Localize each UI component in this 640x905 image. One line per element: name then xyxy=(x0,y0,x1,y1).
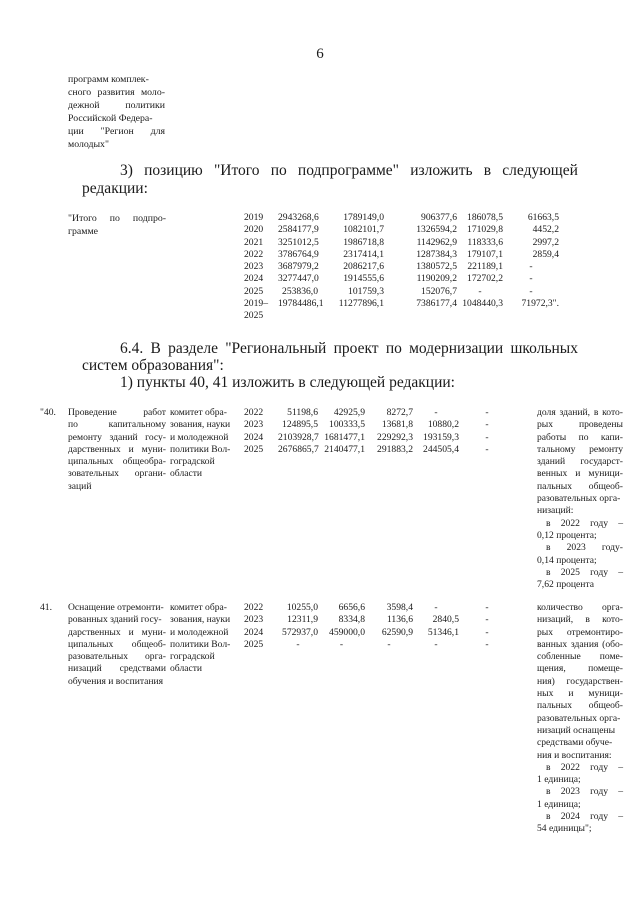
itogo-label-line: грамме xyxy=(68,226,99,237)
indicator-line: ванных здания (обо- xyxy=(537,638,623,650)
value-cell: 7386177,4 xyxy=(416,298,457,310)
year-cell: 2025 xyxy=(244,443,264,455)
word: модернизации xyxy=(409,340,504,357)
value-cell: - xyxy=(339,638,344,650)
name-line: Проведение работ xyxy=(68,407,166,418)
item-41-number: 41. xyxy=(40,602,52,613)
value-row xyxy=(244,627,515,639)
indicator-line: в 2025 году – xyxy=(546,566,623,578)
value-cell: 10880,2 xyxy=(427,419,459,431)
indicator-line: 0,12 процента; xyxy=(537,529,597,541)
itogo-table xyxy=(244,212,559,323)
name-line: рованных зданий госу- xyxy=(68,614,162,626)
year-cell: 2025 xyxy=(244,310,264,322)
executor-line: и молодежной xyxy=(170,626,229,638)
value-cell: 101759,3 xyxy=(348,285,384,297)
value-cell: 172702,2 xyxy=(467,273,503,285)
name-line: ремонту зданий госу- xyxy=(68,431,166,443)
indicator-line: работы по капи- xyxy=(537,431,623,443)
value-cell: - xyxy=(485,443,489,455)
value-cell: - xyxy=(434,638,438,650)
itogo-total-row xyxy=(244,298,559,310)
value-row xyxy=(244,407,515,419)
value-cell: 6656,6 xyxy=(338,602,365,613)
paragraph-3-line2: редакции: xyxy=(82,180,148,197)
itogo-label xyxy=(68,212,166,238)
word: "Региональный xyxy=(225,340,327,357)
executor-line: зования, науки xyxy=(170,419,231,431)
indicator-line: в 2022 году – xyxy=(546,517,623,529)
continuation-line: ции "Регион для xyxy=(68,126,165,137)
year-cell: 2023 xyxy=(244,419,264,431)
value-cell: - xyxy=(485,638,489,650)
value-cell: 1326594,2 xyxy=(416,224,457,236)
item-40-values xyxy=(244,407,515,456)
word: подпрограмме" xyxy=(297,162,400,179)
value-cell: - xyxy=(485,614,489,626)
value-cell: 11277896,1 xyxy=(338,298,384,310)
value-cell: - xyxy=(485,626,489,638)
value-cell: 1190209,2 xyxy=(416,273,457,285)
value-cell: 2840,5 xyxy=(432,614,459,626)
indicator-line: в 2023 году- xyxy=(546,542,623,554)
word: по xyxy=(270,162,287,179)
indicator-line: в 2024 году – xyxy=(546,811,623,823)
value-row xyxy=(244,444,515,456)
value-cell: 253836,0 xyxy=(282,285,318,297)
executor-line: зования, науки xyxy=(170,614,231,626)
value-cell: 193159,3 xyxy=(423,431,459,443)
value-cell: 152076,7 xyxy=(421,285,457,297)
word: 3) xyxy=(120,162,133,179)
value-cell: 1986718,8 xyxy=(343,236,384,248)
executor-line: и молодежной xyxy=(170,431,229,443)
indicator-line: щения, помеще- xyxy=(537,663,623,675)
year-cell: 2020 xyxy=(244,224,264,236)
indicator-line: ния и воспитания: xyxy=(537,749,612,761)
value-cell: 8272,7 xyxy=(386,407,413,418)
value-cell: - xyxy=(485,407,489,418)
value-cell: - xyxy=(434,407,438,418)
executor-line: политики Вол- xyxy=(170,638,231,650)
value-cell: 2584177,9 xyxy=(278,224,319,236)
value-cell: 3687979,2 xyxy=(278,261,319,273)
value-cell: - xyxy=(485,431,489,443)
value-cell: - xyxy=(529,273,533,285)
name-line: Оснащение отремонти- xyxy=(68,602,164,613)
indicator-line: 1 единица; xyxy=(537,798,581,810)
year-cell: 2023 xyxy=(244,261,264,273)
value-cell: 10255,0 xyxy=(286,602,318,613)
section-6-4-line1 xyxy=(120,340,578,358)
year-cell: 2025 xyxy=(244,638,264,650)
indicator-line: тальному ремонту xyxy=(537,443,623,455)
value-cell: 291883,2 xyxy=(377,443,413,455)
value-cell: 2997,2 xyxy=(532,236,559,248)
continuation-cell xyxy=(68,73,165,151)
value-row xyxy=(244,419,515,431)
indicator-line: рых проведены xyxy=(537,419,623,431)
value-cell: - xyxy=(529,285,533,297)
indicator-line: 54 единицы"; xyxy=(537,823,592,835)
itogo-row xyxy=(244,249,559,261)
value-cell: 1681477,1 xyxy=(324,431,365,443)
name-line: низаций средствами xyxy=(68,663,166,675)
year-cell: 2024 xyxy=(244,273,264,285)
word: в xyxy=(483,162,492,179)
word: следующей xyxy=(502,162,578,179)
indicator-line: 0,14 процента; xyxy=(537,554,597,566)
value-cell: 42925,9 xyxy=(333,407,365,418)
name-line: дарственных и муни- xyxy=(68,626,166,638)
value-cell: 179107,1 xyxy=(467,248,503,260)
value-cell: 2859,4 xyxy=(532,248,559,260)
executor-line: гоградской xyxy=(170,456,215,468)
indicator-line: зданий государст- xyxy=(537,456,623,468)
value-cell: 572937,0 xyxy=(282,626,318,638)
indicator-line: пальных общеоб- xyxy=(537,700,623,712)
executor-line: гоградской xyxy=(170,651,215,663)
value-cell: 71972,3". xyxy=(521,298,559,310)
item-40-name xyxy=(68,407,166,493)
year-cell: 2023 xyxy=(244,614,264,626)
value-cell: 2317414,1 xyxy=(343,248,384,260)
indicator-line: рых отремонтиро- xyxy=(537,626,623,638)
value-cell: 61663,5 xyxy=(527,212,559,223)
value-cell: 171029,8 xyxy=(467,224,503,236)
value-row xyxy=(244,432,515,444)
value-cell: 221189,1 xyxy=(467,261,503,273)
indicator-line: средствами обуче- xyxy=(537,737,613,749)
indicator-line: низаций, в кото- xyxy=(537,614,623,626)
value-cell: 1789149,0 xyxy=(343,212,384,223)
word: "Итого xyxy=(213,162,260,179)
continuation-line: сного развития моло- xyxy=(68,87,165,98)
value-cell: 229292,3 xyxy=(377,431,413,443)
indicator-line: венных и муници- xyxy=(537,468,623,480)
indicator-line: 7,62 процента xyxy=(537,579,595,591)
indicator-line: низаций: xyxy=(537,505,574,517)
value-cell: 19784486,1 xyxy=(278,298,324,310)
value-row xyxy=(244,602,515,614)
itogo-row xyxy=(244,273,559,285)
itogo-label-line: "Итого по подпро- xyxy=(68,213,166,224)
year-cell: 2019– xyxy=(244,298,268,310)
executor-line: области xyxy=(170,663,203,675)
item-40-number: "40. xyxy=(40,407,56,418)
indicator-line: в 2022 году – xyxy=(546,761,623,773)
indicator-line: разовательных орга- xyxy=(537,493,621,505)
name-line: дарственных и муни- xyxy=(68,443,166,455)
year-cell: 2022 xyxy=(244,602,264,613)
itogo-row xyxy=(244,212,559,224)
value-cell: 186078,5 xyxy=(467,212,503,223)
value-cell: 459000,0 xyxy=(329,626,365,638)
indicator-line: доля зданий, в кото- xyxy=(537,407,623,418)
section-6-4-line3: 1) пункты 40, 41 изложить в следующей редакции: xyxy=(120,374,455,391)
word: разделе xyxy=(168,340,218,357)
name-line: обучения и воспитания xyxy=(68,675,164,687)
year-cell: 2021 xyxy=(244,236,264,248)
value-cell: 3786764,9 xyxy=(278,248,319,260)
itogo-row xyxy=(244,286,559,298)
value-cell: 2140477,1 xyxy=(324,443,365,455)
value-cell: 244505,4 xyxy=(423,443,459,455)
section-6-4-line2: систем образования": xyxy=(82,357,224,374)
value-cell: 3598,4 xyxy=(386,602,413,613)
value-cell: 1380572,5 xyxy=(416,261,457,273)
word: изложить xyxy=(410,162,473,179)
year-cell: 2019 xyxy=(244,212,264,223)
word: В xyxy=(150,340,161,357)
value-cell: 2676865,7 xyxy=(278,443,319,455)
executor-line: комитет обра- xyxy=(170,407,227,418)
value-cell: 51346,1 xyxy=(427,626,459,638)
executor-line: области xyxy=(170,468,203,480)
continuation-line: дежной политики xyxy=(68,100,165,111)
name-line: по капитальному xyxy=(68,419,166,431)
itogo-row xyxy=(244,224,559,236)
value-row xyxy=(244,614,515,626)
indicator-line: количество орга- xyxy=(537,602,623,613)
item-41-values xyxy=(244,602,515,651)
word: школьных xyxy=(510,340,578,357)
name-line: заций xyxy=(68,480,92,492)
year-cell: 2024 xyxy=(244,431,264,443)
value-cell: 1142962,9 xyxy=(416,236,457,248)
value-cell: 3277447,0 xyxy=(278,273,319,285)
value-cell: 2103928,7 xyxy=(278,431,319,443)
value-cell: 1914555,6 xyxy=(343,273,384,285)
value-cell: 1287384,3 xyxy=(416,248,457,260)
executor-line: комитет обра- xyxy=(170,602,227,613)
indicator-line: 1 единица; xyxy=(537,774,581,786)
indicator-line: в 2023 году – xyxy=(546,786,623,798)
item-40-indicator xyxy=(537,407,623,591)
value-cell: - xyxy=(485,419,489,431)
continuation-line: программ комплек- xyxy=(68,74,149,85)
paragraph-3-line1 xyxy=(120,162,578,180)
value-cell: - xyxy=(296,638,300,650)
value-cell: 8334,8 xyxy=(338,614,365,626)
year-cell: 2025 xyxy=(244,285,264,297)
word: 6.4. xyxy=(120,340,144,357)
value-cell: 124895,5 xyxy=(282,419,318,431)
name-line: ципальных общеобра- xyxy=(68,456,166,468)
indicator-line: собленные поме- xyxy=(537,651,623,663)
word: проект xyxy=(333,340,379,357)
value-cell: - xyxy=(434,602,438,613)
continuation-line: молодых" xyxy=(68,139,109,150)
item-40-executor xyxy=(170,407,230,481)
name-line: зовательных органи- xyxy=(68,468,166,480)
value-cell: 906377,6 xyxy=(421,212,457,223)
itogo-total-row xyxy=(244,310,559,322)
indicator-line: ния) государствен- xyxy=(537,675,623,687)
value-cell: 100333,5 xyxy=(329,419,365,431)
value-cell: - xyxy=(387,638,391,650)
value-cell: 1082101,7 xyxy=(343,224,384,236)
item-41-executor xyxy=(170,602,230,676)
value-row xyxy=(244,639,515,651)
year-cell: 2022 xyxy=(244,248,264,260)
indicator-line: ных и муници- xyxy=(537,688,623,700)
value-cell: 2943268,6 xyxy=(278,212,319,223)
value-cell: 62590,9 xyxy=(381,626,413,638)
year-cell: 2024 xyxy=(244,626,264,638)
name-line: ципальных общеоб- xyxy=(68,638,166,650)
value-cell: 2086217,6 xyxy=(343,261,384,273)
value-cell: 1048440,3 xyxy=(462,298,503,310)
value-cell: 118333,6 xyxy=(467,236,503,248)
itogo-row xyxy=(244,237,559,249)
value-cell: - xyxy=(529,261,533,273)
value-cell: 4452,2 xyxy=(532,224,559,236)
word: позицию xyxy=(144,162,203,179)
item-41-indicator xyxy=(537,602,623,836)
value-cell: 13681,8 xyxy=(381,419,413,431)
name-line: разовательных орга- xyxy=(68,651,166,663)
word: по xyxy=(385,340,402,357)
page-number: 6 xyxy=(316,46,324,62)
value-cell: 3251012,5 xyxy=(278,236,319,248)
executor-line: политики Вол- xyxy=(170,443,231,455)
indicator-line: разовательных орга- xyxy=(537,712,621,724)
indicator-line: пальных общеоб- xyxy=(537,480,623,492)
value-cell: 12311,9 xyxy=(287,614,318,626)
value-cell: - xyxy=(485,602,489,613)
value-cell: 51198,6 xyxy=(287,407,318,418)
itogo-row xyxy=(244,261,559,273)
indicator-line: низаций оснащены xyxy=(537,724,616,736)
continuation-line: Российской Федера- xyxy=(68,113,153,124)
item-41-name xyxy=(68,602,166,688)
value-cell: - xyxy=(478,285,482,297)
value-cell: 1136,6 xyxy=(386,614,413,626)
year-cell: 2022 xyxy=(244,407,264,418)
